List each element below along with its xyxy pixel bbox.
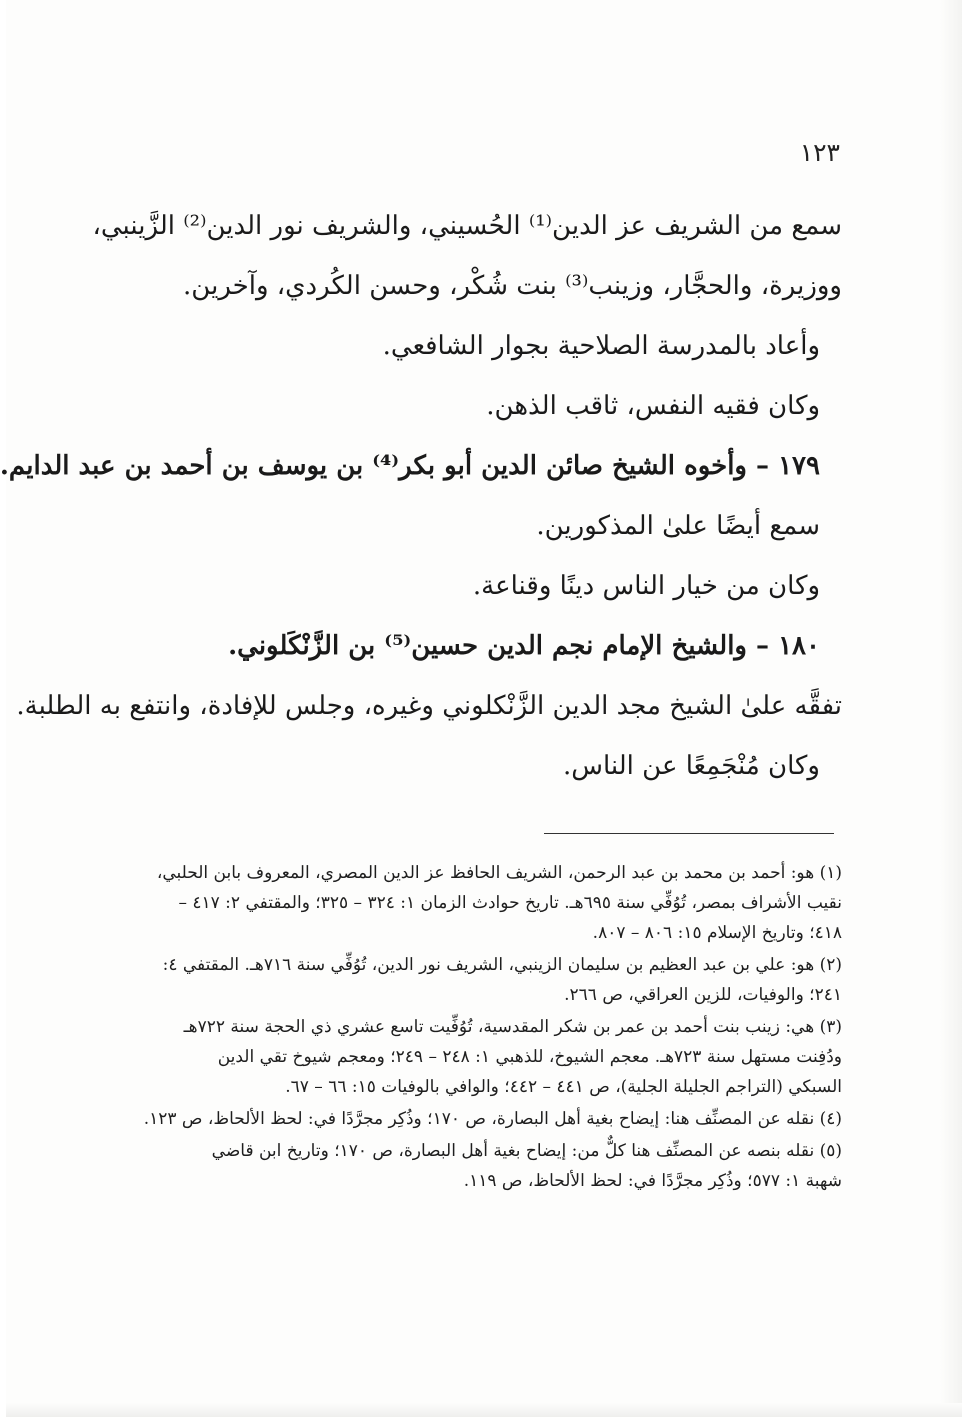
footnote-line: (٣) هي: زينب بنت أحمد بن عمر بن شكر المقدسية، تُوُفِّيت تاسع عشري ذي الحجة سنة ٧٢٢هـ (183, 1017, 842, 1037)
footnote-line: (١) هو: أحمد بن محمد بن عبد الرحمن، الشريف الحافظ عز الدين المصري، المعروف بابن الحلبي، (156, 863, 842, 883)
footnote-line: ٤١٨؛ وتاريخ الإسلام ١٥: ٨٠٦ – ٨٠٧. (592, 923, 842, 943)
entry-heading-179: ١٧٩ – وأخوه الشيخ صائن الدين أبو بكر⁽⁴⁾ بن يوسف بن أحمد بن عبد الدايم. (0, 451, 820, 481)
main-line: وكان مُنْجَمِعًا عن الناس. (562, 751, 820, 781)
footnotes (120, 858, 842, 1198)
footnote-line: ٢٤١؛ والوفيات، للزين العراقي، ص ٢٦٦. (564, 985, 842, 1005)
main-line: وكان من خيار الناس دينًا وقناعة. (472, 571, 820, 601)
main-line: سمع أيضًا علىٰ المذكورين. (536, 511, 820, 541)
footnote-line: (٤) نقله عن المصنِّف هنا: إيضاح بغية أهل البصارة، ص ١٧٠؛ وذُكِر مجرَّدًا في: لحظ الألحاظ، ص ١٢٣. (143, 1109, 842, 1129)
main-line: تفقَّه علىٰ الشيخ مجد الدين الزَّنْكلوني وغيره، وجلس للإفادة، وانتفع به الطلبة. (16, 691, 842, 721)
page-number: ١٢٣ (799, 138, 840, 167)
main-line: ووزيرة، والحجَّار، وزينب⁽³⁾ بنت شُكْر، وحسن الكُردي، وآخرين. (183, 271, 842, 301)
footnote-line: ودُفِنت مستهل سنة ٧٢٣هـ. معجم الشيوخ، للذهبي ١: ٢٤٨ – ٢٤٩؛ ومعجم شيوخ تقي الدين (217, 1047, 842, 1067)
page-edge-shadow (940, 0, 962, 1417)
main-line: سمع من الشريف عز الدين⁽¹⁾ الحُسيني، والشريف نور الدين⁽²⁾ الزَّينبي، (92, 211, 842, 241)
footnote-line: شهبة ١: ٥٧٧؛ وذُكِر مجرَّدًا في: لحظ الألحاظ، ص ١١٩. (463, 1171, 842, 1191)
footnote-3 (120, 1012, 842, 1102)
footnote-line: (٥) نقله بنصه عن المصنِّف هنا كلٌّ من: إيضاح بغية أهل البصارة، ص ١٧٠؛ وتاريخ ابن قاضي (211, 1141, 842, 1161)
footnote-2 (120, 950, 842, 1010)
footnote-separator (544, 833, 834, 834)
entry-heading-180: ١٨٠ – والشيخ الإمام نجم الدين حسين⁽⁵⁾ بن الزَّنْكَلوني. (228, 631, 820, 661)
footnote-4 (120, 1104, 842, 1134)
main-line: وكان فقيه النفس، ثاقب الذهن. (486, 391, 820, 421)
footnote-line: نقيب الأشراف بمصر، تُوُفِّي سنة ٦٩٥هـ. تاريخ حوادث الزمان ١: ٣٢٤ – ٣٢٥؛ والمقتفي ٢: ٤١٧ – (178, 893, 842, 913)
page-bottom-shadow (6, 1403, 962, 1417)
main-line: وأعاد بالمدرسة الصلاحية بجوار الشافعي. (382, 331, 820, 361)
footnote-1 (120, 858, 842, 948)
footnote-line: (٢) هو: علي بن عبد العظيم بن سليمان الزينبي، الشريف نور الدين، تُوُفِّي سنة ٧١٦هـ. المقتفي ٤: (162, 955, 842, 975)
footnote-line: السبكي (التراجم الجليلة الجلية)، ص ٤٤١ – ٤٤٢؛ والوافي بالوفيات ١٥: ٦٦ – ٦٧. (285, 1077, 842, 1097)
main-text (0, 196, 842, 796)
footnote-5 (120, 1136, 842, 1196)
